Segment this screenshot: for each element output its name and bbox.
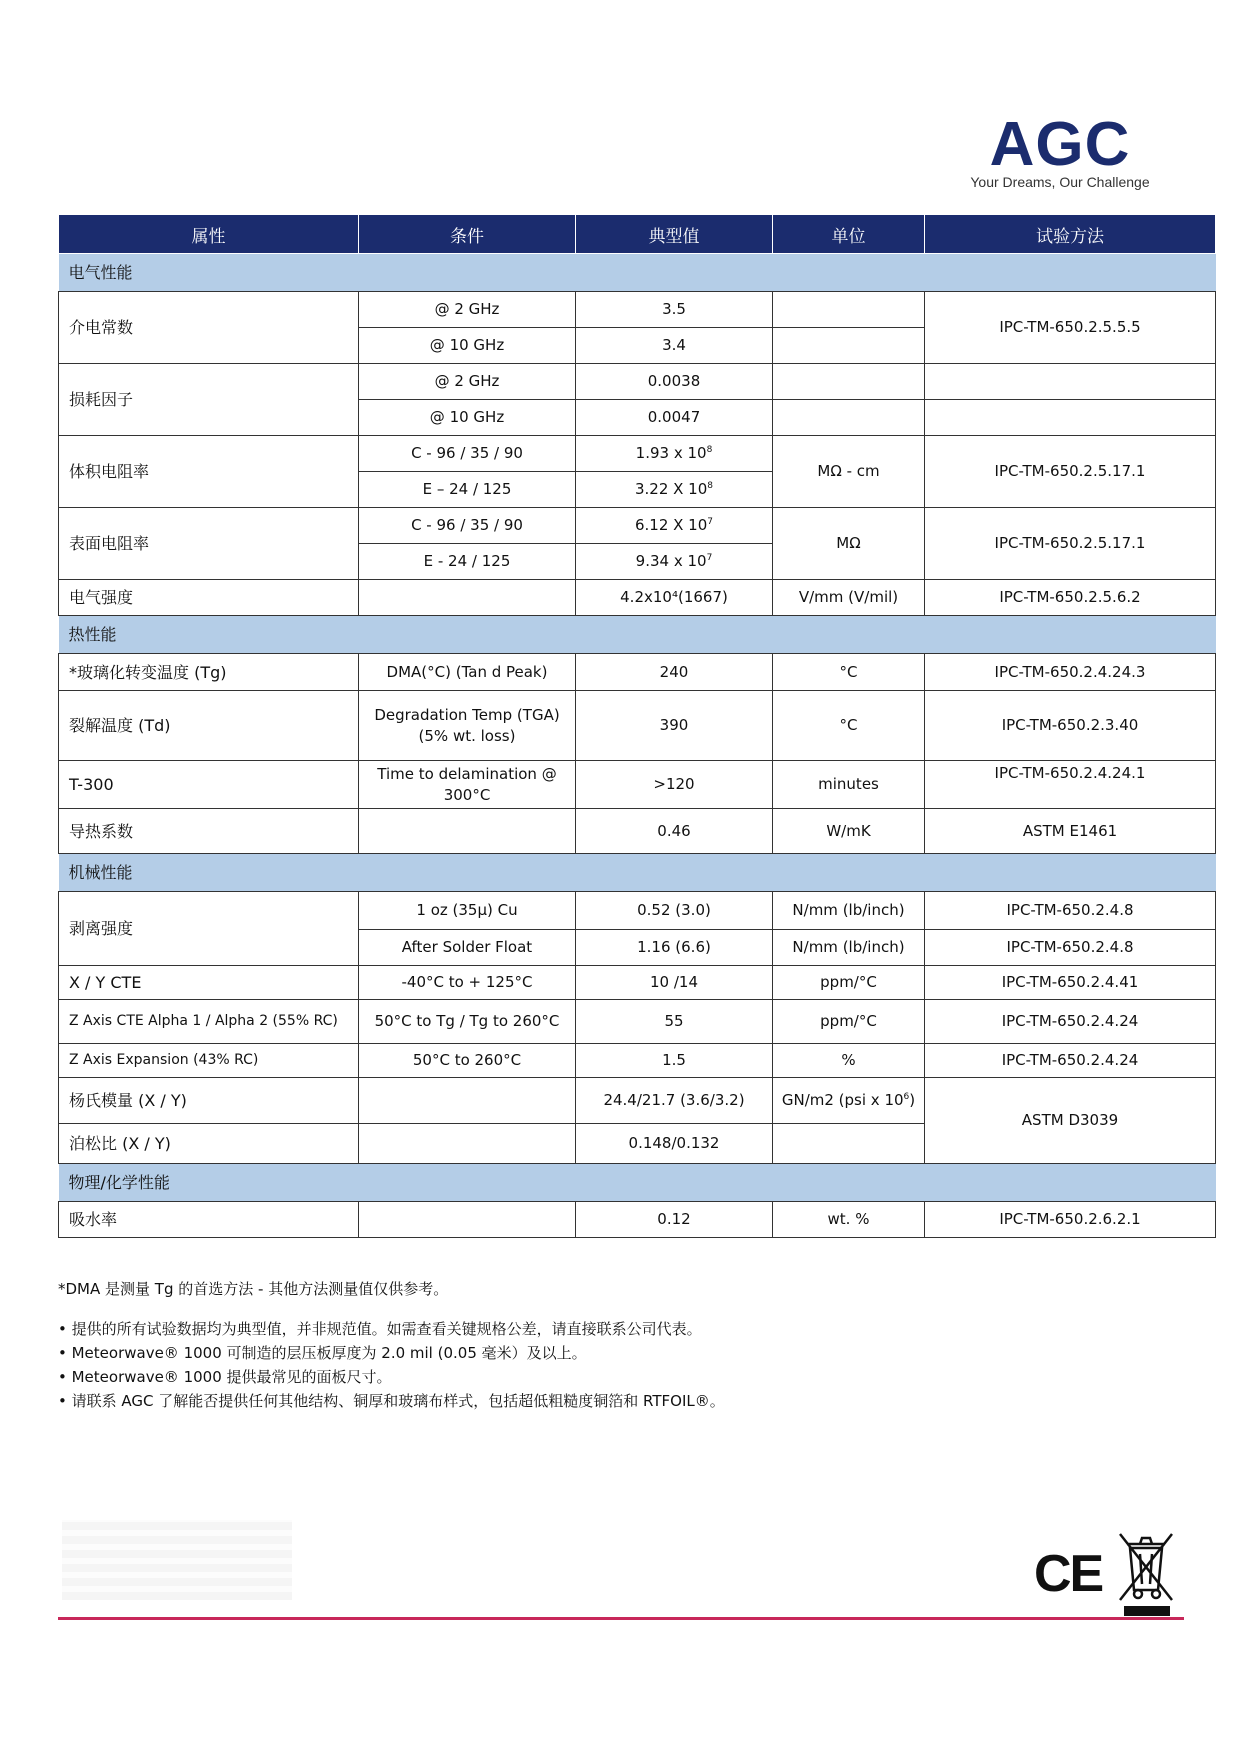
cond-df-1: @ 2 GHz xyxy=(359,364,576,400)
val-peel-2: 1.16 (6.6) xyxy=(576,930,773,966)
method-vr: IPC-TM-650.2.5.17.1 xyxy=(925,436,1216,508)
prop-z-expansion: Z Axis Expansion (43% RC) xyxy=(59,1044,359,1078)
method-youngs-poisson: ASTM D3039 xyxy=(925,1078,1216,1164)
val-vr-2: 3.22 X $10^8$ xyxy=(576,472,773,508)
cond-df-2: @ 10 GHz xyxy=(359,400,576,436)
unit-tc: W/mK xyxy=(773,809,925,854)
cond-water-absorption xyxy=(359,1202,576,1238)
header-test-method: 试验方法 xyxy=(925,215,1216,254)
unit-dk-2 xyxy=(773,328,925,364)
cond-vr-1: C - 96 / 35 / 90 xyxy=(359,436,576,472)
cond-z-expansion: 50°C to 260°C xyxy=(359,1044,576,1078)
cond-sr-1: C - 96 / 35 / 90 xyxy=(359,508,576,544)
prop-dielectric-strength: 电气强度 xyxy=(59,580,359,616)
method-sr: IPC-TM-650.2.5.17.1 xyxy=(925,508,1216,580)
val-td: 390 xyxy=(576,691,773,761)
faded-address-block xyxy=(62,1520,292,1600)
prop-youngs-modulus: 杨氏模量 (X / Y) xyxy=(59,1078,359,1124)
prop-volume-resistivity: 体积电阻率 xyxy=(59,436,359,508)
prop-td: 裂解温度 (Td) xyxy=(59,691,359,761)
val-xy-cte: 10 /14 xyxy=(576,966,773,1000)
footnote-dma: *DMA 是测量 Tg 的首选方法 - 其他方法测量值仅供参考。 xyxy=(58,1280,449,1298)
table-row xyxy=(59,292,1216,328)
cond-peel-1: 1 oz (35µ) Cu xyxy=(359,892,576,930)
cond-vr-2: E – 24 / 125 xyxy=(359,472,576,508)
cond-peel-2: After Solder Float xyxy=(359,930,576,966)
method-t300: IPC-TM-650.2.4.24.1 xyxy=(925,761,1216,809)
val-poissons-ratio: 0.148/0.132 xyxy=(576,1124,773,1164)
method-df-2 xyxy=(925,400,1216,436)
val-tc: 0.46 xyxy=(576,809,773,854)
table-row xyxy=(59,580,1216,616)
cond-dk-2: @ 10 GHz xyxy=(359,328,576,364)
logo-tagline: Your Dreams, Our Challenge xyxy=(970,174,1150,190)
method-peel-1: IPC-TM-650.2.4.8 xyxy=(925,892,1216,930)
unit-df-1 xyxy=(773,364,925,400)
cond-xy-cte: -40°C to + 125°C xyxy=(359,966,576,1000)
table-row xyxy=(59,966,1216,1000)
unit-peel-1: N/mm (lb/inch) xyxy=(773,892,925,930)
unit-youngs-modulus: GN/m2 (psi x $10^6$) xyxy=(773,1078,925,1124)
val-df-1: 0.0038 xyxy=(576,364,773,400)
method-tg: IPC-TM-650.2.4.24.3 xyxy=(925,654,1216,691)
header-unit: 单位 xyxy=(773,215,925,254)
cond-sr-2: E - 24 / 125 xyxy=(359,544,576,580)
unit-vr: MΩ - cm xyxy=(773,436,925,508)
prop-poissons-ratio: 泊松比 (X / Y) xyxy=(59,1124,359,1164)
agc-logo xyxy=(950,112,1170,190)
unit-ds: V/mm (V/mil) xyxy=(773,580,925,616)
table-row xyxy=(59,1000,1216,1044)
cond-ds xyxy=(359,580,576,616)
section-row xyxy=(59,616,1216,654)
table-row xyxy=(59,691,1216,761)
val-ds: 4.2x10⁴(1667) xyxy=(576,580,773,616)
section-row xyxy=(59,854,1216,892)
unit-t300: minutes xyxy=(773,761,925,809)
table-row xyxy=(59,436,1216,472)
unit-z-expansion: % xyxy=(773,1044,925,1078)
unit-sr: MΩ xyxy=(773,508,925,580)
val-sr-2: 9.34 x $10^7$ xyxy=(576,544,773,580)
notes xyxy=(58,1277,1208,1413)
prop-xy-cte: X / Y CTE xyxy=(59,966,359,1000)
method-td: IPC-TM-650.2.3.40 xyxy=(925,691,1216,761)
table-row xyxy=(59,654,1216,691)
cond-z-cte: 50°C to Tg / Tg to 260°C xyxy=(359,1000,576,1044)
method-xy-cte: IPC-TM-650.2.4.41 xyxy=(925,966,1216,1000)
cond-td: Degradation Temp (TGA) (5% wt. loss) xyxy=(359,691,576,761)
method-water-absorption: IPC-TM-650.2.6.2.1 xyxy=(925,1202,1216,1238)
section-electrical: 电气性能 xyxy=(59,254,1216,292)
prop-thermal-conductivity: 导热系数 xyxy=(59,809,359,854)
note-bullet: • 提供的所有试验数据均为典型值，并非规范值。如需查看关键规格公差，请直接联系公司代表。 xyxy=(58,1320,702,1338)
method-ds: IPC-TM-650.2.5.6.2 xyxy=(925,580,1216,616)
cond-t300: Time to delamination @ 300°C xyxy=(359,761,576,809)
prop-water-absorption: 吸水率 xyxy=(59,1202,359,1238)
prop-peel: 剥离强度 xyxy=(59,892,359,966)
cond-youngs-modulus xyxy=(359,1078,576,1124)
unit-poissons-ratio xyxy=(773,1124,925,1164)
ce-mark: CE xyxy=(1034,1545,1103,1603)
unit-dk-1 xyxy=(773,292,925,328)
logo-brand: AGC xyxy=(989,110,1131,179)
val-vr-1: 1.93 x $10^8$ xyxy=(576,436,773,472)
val-tg: 240 xyxy=(576,654,773,691)
table-row xyxy=(59,1202,1216,1238)
method-tc: ASTM E1461 xyxy=(925,809,1216,854)
val-t300: >120 xyxy=(576,761,773,809)
cond-tg: DMA(°C) (Tan d Peak) xyxy=(359,654,576,691)
prop-df: 损耗因子 xyxy=(59,364,359,436)
section-thermal: 热性能 xyxy=(59,616,1216,654)
section-chemical: 物理/化学性能 xyxy=(59,1164,1216,1202)
prop-t300: T-300 xyxy=(59,761,359,809)
note-bullet: • Meteorwave® 1000 提供最常见的面板尺寸。 xyxy=(58,1368,392,1386)
compliance-marks xyxy=(1034,1532,1184,1622)
method-z-expansion: IPC-TM-650.2.4.24 xyxy=(925,1044,1216,1078)
section-row xyxy=(59,1164,1216,1202)
val-dk-1: 3.5 xyxy=(576,292,773,328)
unit-peel-2: N/mm (lb/inch) xyxy=(773,930,925,966)
prop-z-cte: Z Axis CTE Alpha 1 / Alpha 2 (55% RC) xyxy=(59,1000,359,1044)
table-row xyxy=(59,892,1216,930)
note-bullet: • Meteorwave® 1000 可制造的层压板厚度为 2.0 mil (0.05 毫米）及以上。 xyxy=(58,1344,587,1362)
val-youngs-modulus: 24.4/21.7 (3.6/3.2) xyxy=(576,1078,773,1124)
unit-td: °C xyxy=(773,691,925,761)
table-row xyxy=(59,761,1216,809)
prop-surface-resistivity: 表面电阻率 xyxy=(59,508,359,580)
prop-tg: *玻璃化转变温度 (Tg) xyxy=(59,654,359,691)
prop-dk: 介电常数 xyxy=(59,292,359,364)
val-z-cte: 55 xyxy=(576,1000,773,1044)
header-condition: 条件 xyxy=(359,215,576,254)
unit-tg: °C xyxy=(773,654,925,691)
cond-poissons-ratio xyxy=(359,1124,576,1164)
val-peel-1: 0.52 (3.0) xyxy=(576,892,773,930)
cond-tc xyxy=(359,809,576,854)
table-row xyxy=(59,508,1216,544)
method-z-cte: IPC-TM-650.2.4.24 xyxy=(925,1000,1216,1044)
val-sr-1: 6.12 X $10^7$ xyxy=(576,508,773,544)
header-typical-value: 典型值 xyxy=(576,215,773,254)
method-peel-2: IPC-TM-650.2.4.8 xyxy=(925,930,1216,966)
table-header-row xyxy=(59,215,1216,254)
header-property: 属性 xyxy=(59,215,359,254)
table-row xyxy=(59,1078,1216,1124)
unit-z-cte: ppm/°C xyxy=(773,1000,925,1044)
note-bullet: • 请联系 AGC 了解能否提供任何其他结构、铜厚和玻璃布样式，包括超低粗糙度铜箔和 RTFOIL®。 xyxy=(58,1392,725,1410)
val-dk-2: 3.4 xyxy=(576,328,773,364)
method-dk: IPC-TM-650.2.5.5.5 xyxy=(925,292,1216,364)
val-water-absorption: 0.12 xyxy=(576,1202,773,1238)
footer-rule xyxy=(58,1617,1184,1620)
section-row xyxy=(59,254,1216,292)
weee-crossed-bin-icon xyxy=(1118,1532,1174,1618)
cond-dk-1: @ 2 GHz xyxy=(359,292,576,328)
table-row xyxy=(59,1044,1216,1078)
unit-xy-cte: ppm/°C xyxy=(773,966,925,1000)
val-df-2: 0.0047 xyxy=(576,400,773,436)
method-df-1 xyxy=(925,364,1216,400)
section-mechanical: 机械性能 xyxy=(59,854,1216,892)
unit-water-absorption: wt. % xyxy=(773,1202,925,1238)
properties-table xyxy=(58,214,1216,1238)
unit-df-2 xyxy=(773,400,925,436)
val-z-expansion: 1.5 xyxy=(576,1044,773,1078)
table-row xyxy=(59,364,1216,400)
table-row xyxy=(59,809,1216,854)
